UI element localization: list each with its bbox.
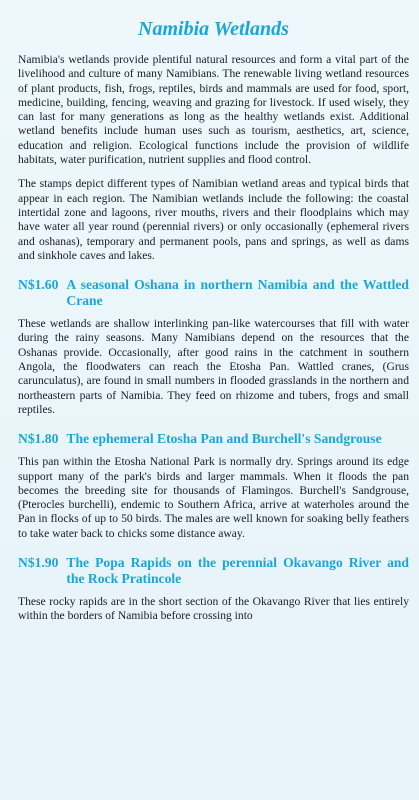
stamp-description: This pan within the Etosha National Park is normally dry. Springs around its edge support many of the park's birds and larger mammals. When it floods the pan becomes the breeding site for thousands of Flamingos. Burchell's Sandgrouse, (Pterocles burchelli), endemic to Southern Africa, arrive at waterholes around the Pan in flocks of up to 50 birds. The males are well known for soaking belly feathers to take water back to chicks some distance away. [18,455,409,540]
stamp-heading [18,431,409,447]
stamp-section-1 [18,277,409,417]
page-title: Namibia Wetlands [138,18,289,40]
stamp-heading [18,277,409,309]
intro-paragraph-1: Namibia's wetlands provide plentiful natural resources and form a vital part of the livelihood and culture of many Namibians. The renewable living wetland resources of plant products, fish, frogs, reptiles, birds and mammals are used for food, sport, medicine, building, fencing, weaving and grazing for livestock. If used wisely, they can last for many generations as long as the healthy wetlands exist. Additional wetland benefits include human uses such as tourism, aesthetics, art, science, education and religion. Ecological functions include the provision of wildlife habitats, water purification, nutrient supplies and flood control. [18,53,409,167]
stamp-value: N$1.80 [18,431,59,447]
intro-paragraph-2: The stamps depict different types of Namibian wetland areas and typical birds that appear in each region. The Namibian wetlands include the following: the coastal intertidal zone and lagoons, river mouths, rivers and their floodplains which may have water all year round (perennial rivers) or only occasionally (ephemeral rivers and oshanas), temporary and permanent pools, pans and springs, as well as dams and sinkhole caves and lakes. [18,177,409,262]
stamp-title: A seasonal Oshana in northern Namibia and the Wattled Crane [66,277,409,309]
stamp-section-3 [18,555,409,624]
stamp-value: N$1.60 [18,277,59,293]
stamp-description: These wetlands are shallow interlinking pan-like watercourses that fill with water during the rainy seasons. Many Namibians depend on the resources that the Oshanas provide. Occasionally, after good rains in the catchment in southern Angola, the floodwaters can reach the Etosha Pan. Wattled cranes, (Grus carunculatus), are found in small numbers in flooded grasslands in the northern and northeastern parts of Namibia. They feed on rhizome and tubers, frogs and small reptiles. [18,317,409,416]
stamp-section-2 [18,431,409,541]
stamp-title: The Popa Rapids on the perennial Okavango River and the Rock Pratincole [66,555,409,587]
stamp-value: N$1.90 [18,555,59,571]
stamp-title: The ephemeral Etosha Pan and Burchell's Sandgrouse [66,431,382,447]
stamp-heading [18,555,409,587]
stamp-description: These rocky rapids are in the short section of the Okavango River that lies entirely within the borders of Namibia before crossing into [18,595,409,623]
